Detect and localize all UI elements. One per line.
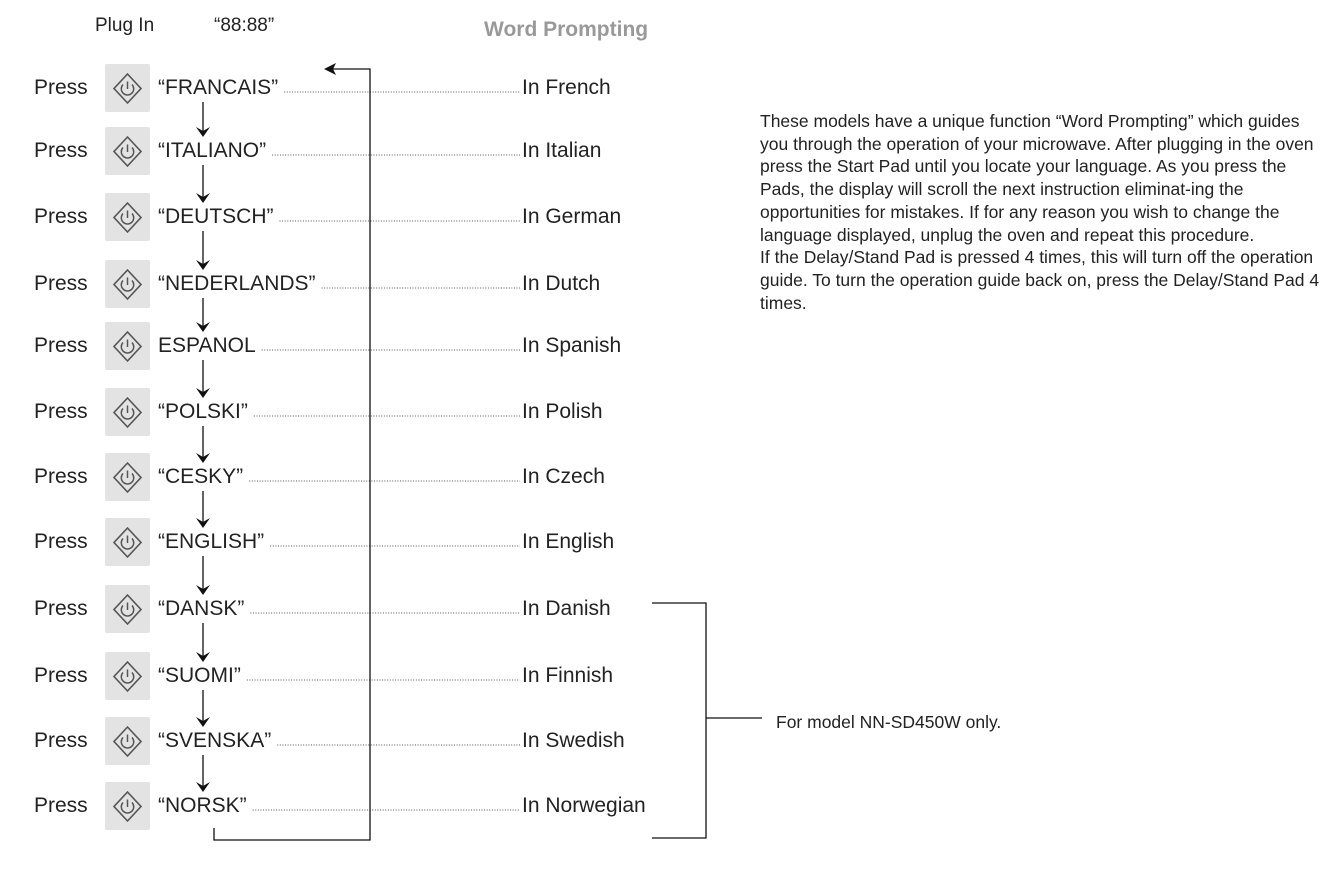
display-word: “NEDERLANDS” xyxy=(158,272,316,295)
start-pad-icon xyxy=(105,453,150,501)
language-meaning: In German xyxy=(522,205,622,228)
press-label: Press xyxy=(34,530,88,553)
model-note: For model NN-SD450W only. xyxy=(776,712,1002,732)
model-bracket xyxy=(652,603,706,838)
start-pad-icon xyxy=(105,193,150,241)
language-meaning: In French xyxy=(522,76,611,99)
start-pad-icon xyxy=(105,782,150,830)
start-pad-icon xyxy=(105,127,150,175)
language-meaning: In Norwegian xyxy=(522,794,646,817)
page-title: Word Prompting xyxy=(484,18,649,41)
start-pad-icon xyxy=(105,388,150,436)
press-label: Press xyxy=(34,334,88,357)
start-pad-icon xyxy=(105,518,150,566)
language-meaning: In Swedish xyxy=(522,729,625,752)
language-meaning: In Finnish xyxy=(522,664,614,687)
initial-display-text: “88:88” xyxy=(214,15,275,36)
display-word: “DEUTSCH” xyxy=(158,205,274,228)
loop-back-line xyxy=(214,69,370,840)
display-word: “NORSK” xyxy=(158,794,247,817)
description-paragraph: If the Delay/Stand Pad is pressed 4 times, this will turn off the operation guide. To turn the operation guide back on, press the Delay/Stand Pad 4 times. xyxy=(760,247,1320,313)
display-word: “ENGLISH” xyxy=(158,530,265,553)
language-meaning: In Italian xyxy=(522,139,602,162)
start-pad-icon xyxy=(105,260,150,308)
language-meaning: In Dutch xyxy=(522,272,601,295)
display-word: “ITALIANO” xyxy=(158,139,267,162)
press-label: Press xyxy=(34,664,88,687)
press-label: Press xyxy=(34,76,88,99)
language-meaning: In Polish xyxy=(522,400,603,423)
press-label: Press xyxy=(34,272,88,295)
start-pad-icon xyxy=(105,652,150,700)
display-word: “POLSKI” xyxy=(158,400,248,423)
press-label: Press xyxy=(34,205,88,228)
display-word: “CESKY” xyxy=(158,465,244,488)
press-label: Press xyxy=(34,139,88,162)
description-paragraph: These models have a unique function “Word Prompting” which guides you through the operation of your microwave. After plugging in the oven press the Start Pad until you locate your language. As you press the Pads, the display will scroll the next instruction eliminat-ing the opportunities for mistakes. If for any reason you wish to change the language displayed, unplug the oven and repeat this procedure. xyxy=(760,111,1314,245)
description xyxy=(760,110,1320,314)
start-pad-icon xyxy=(105,322,150,370)
start-pad-icon xyxy=(105,717,150,765)
language-meaning: In Spanish xyxy=(522,334,622,357)
display-word: “FRANCAIS” xyxy=(158,76,279,99)
language-meaning: In Czech xyxy=(522,465,605,488)
language-meaning: In Danish xyxy=(522,597,611,620)
press-label: Press xyxy=(34,597,88,620)
display-word: “DANSK” xyxy=(158,597,245,620)
display-word: “SUOMI” xyxy=(158,664,241,687)
start-pad-icon xyxy=(105,585,150,633)
display-word: “SVENSKA” xyxy=(158,729,272,752)
press-label: Press xyxy=(34,400,88,423)
plug-in-label: Plug In xyxy=(95,15,155,36)
start-pad-icon xyxy=(105,64,150,112)
language-meaning: In English xyxy=(522,530,615,553)
press-label: Press xyxy=(34,465,88,488)
display-word: ESPANOL xyxy=(158,334,256,357)
press-label: Press xyxy=(34,729,88,752)
press-label: Press xyxy=(34,794,88,817)
